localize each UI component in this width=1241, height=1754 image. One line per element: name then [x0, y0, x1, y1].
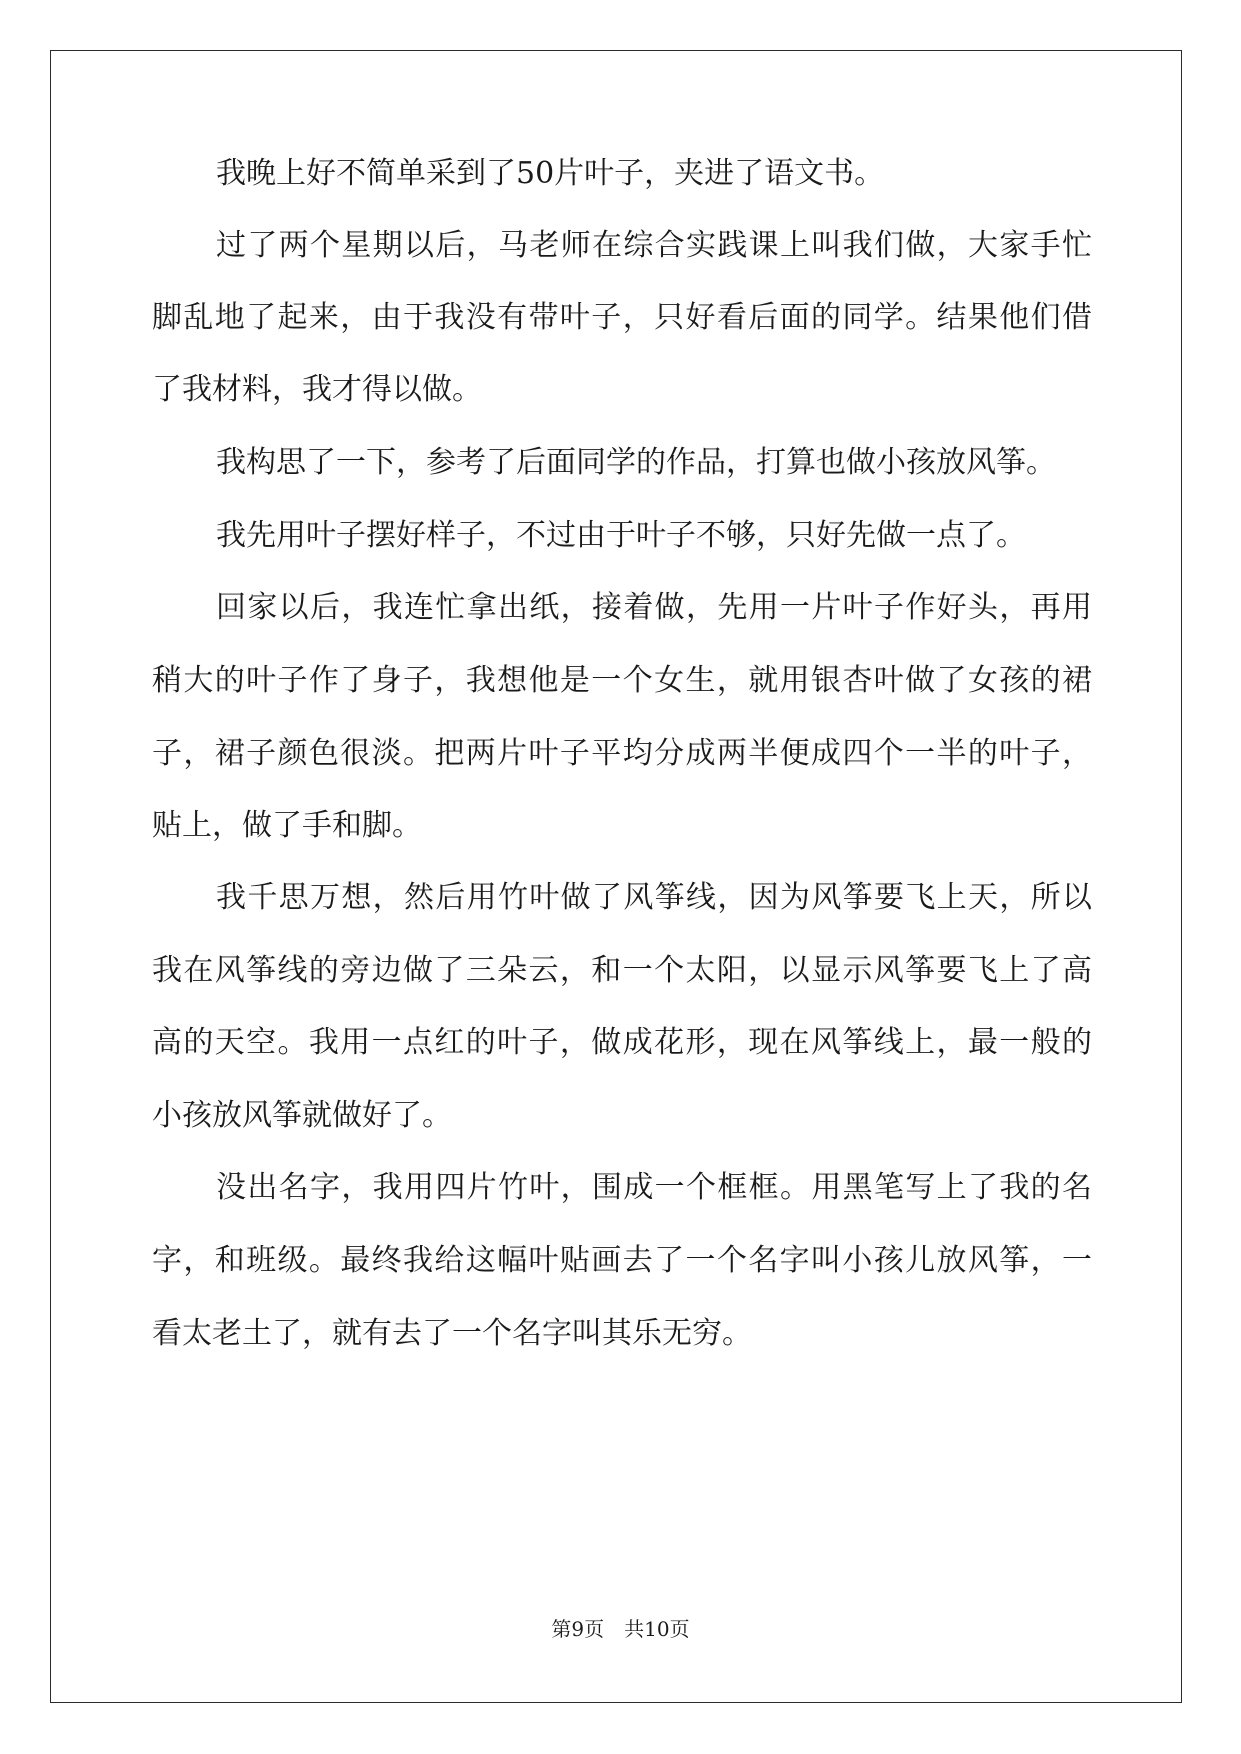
paragraph-line: 我千思万想，然后用竹叶做了风筝线，因为风筝要飞上天，所以	[216, 880, 1092, 915]
paragraph-line: 没出名字，我用四片竹叶，围成一个框框。用黑笔写上了我的名	[216, 1170, 1092, 1205]
paragraph-line: 稍大的叶子作了身子，我想他是一个女生，就用银杏叶做了女孩的裙	[152, 663, 1092, 698]
paragraph-line: 脚乱地了起来，由于我没有带叶子，只好看后面的同学。结果他们借	[152, 300, 1092, 335]
paragraph-line: 子，裙子颜色很淡。把两片叶子平均分成两半便成四个一半的叶子，	[152, 736, 1092, 771]
paragraph-line: 我先用叶子摆好样子，不过由于叶子不够，只好先做一点了。	[216, 518, 1026, 553]
page-footer	[0, 1615, 1241, 1643]
paragraph-line: 我构思了一下，参考了后面同学的作品，打算也做小孩放风筝。	[216, 445, 1056, 480]
paragraph-line: 小孩放风筝就做好了。	[152, 1098, 452, 1133]
paragraph-line: 了我材料，我才得以做。	[152, 372, 482, 407]
paragraph-line: 高的天空。我用一点红的叶子，做成花形，现在风筝线上，最一般的	[152, 1025, 1092, 1060]
paragraph-line: 我在风筝线的旁边做了三朵云，和一个太阳，以显示风筝要飞上了高	[152, 953, 1092, 988]
paragraph-line: 贴上，做了手和脚。	[152, 808, 422, 843]
paragraph-line: 我晚上好不简单采到了50片叶子，夹进了语文书。	[216, 156, 885, 191]
paragraph-line: 字，和班级。最终我给这幅叶贴画去了一个名字叫小孩儿放风筝，一	[152, 1243, 1092, 1278]
paragraph-line: 看太老土了，就有去了一个名字叫其乐无穷。	[152, 1316, 752, 1351]
total-page-count: 共10页	[624, 1617, 690, 1641]
current-page-number: 第9页	[551, 1617, 605, 1641]
paragraph-line: 回家以后，我连忙拿出纸，接着做，先用一片叶子作好头，再用	[216, 590, 1092, 625]
paragraph-line: 过了两个星期以后，马老师在综合实践课上叫我们做，大家手忙	[216, 228, 1092, 263]
